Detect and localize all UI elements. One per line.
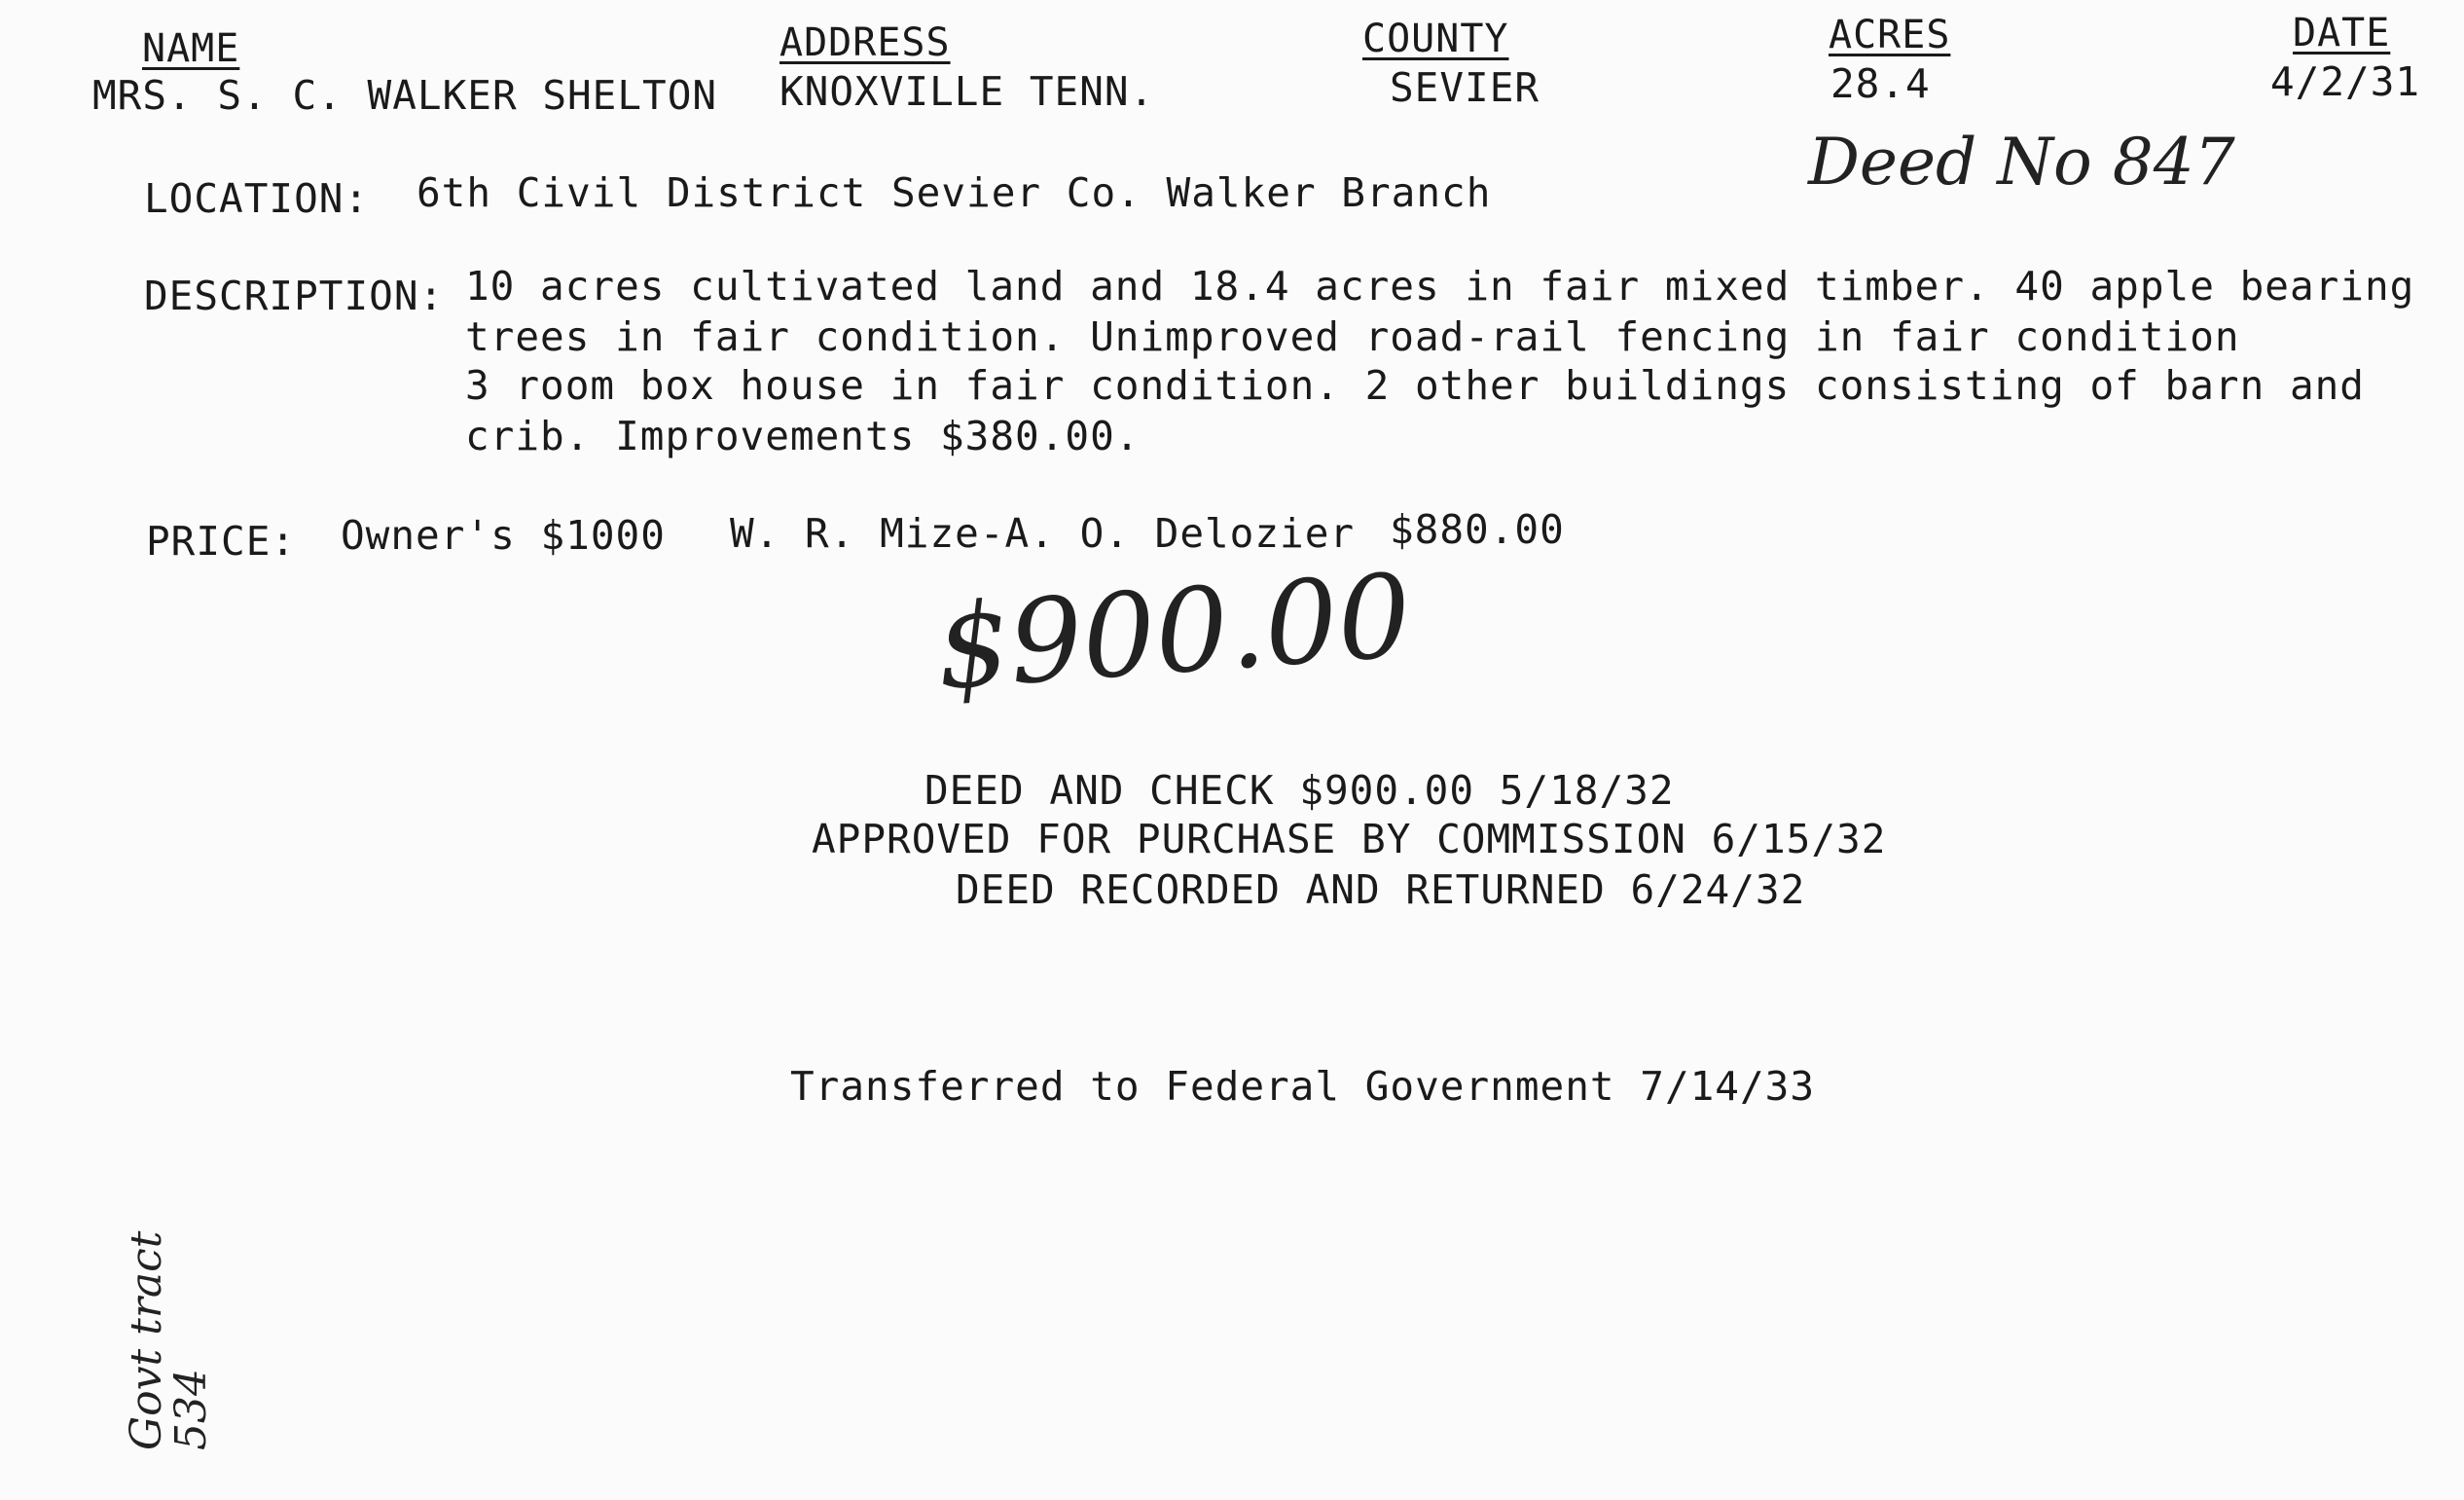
deed-number-note: Deed No 847 bbox=[1808, 125, 2235, 200]
county-value: SEVIER bbox=[1390, 64, 1540, 111]
name-header: NAME bbox=[142, 26, 240, 71]
description-line-4: crib. Improvements $380.00. bbox=[465, 413, 1141, 459]
location-label: LOCATION: bbox=[144, 175, 370, 222]
owner-name: MRS. S. C. WALKER SHELTON bbox=[92, 72, 718, 119]
acres-header: ACRES bbox=[1829, 13, 1951, 57]
owner-address: KNOXVILLE TENN. bbox=[779, 68, 1155, 115]
date-header: DATE bbox=[2293, 11, 2391, 55]
acres-value: 28.4 bbox=[1830, 60, 1931, 107]
county-header: COUNTY bbox=[1362, 17, 1509, 61]
margin-note-line-1: Govt tract bbox=[122, 1230, 171, 1450]
handwritten-price: $900.00 bbox=[931, 548, 1416, 715]
margin-tract-note bbox=[122, 1230, 217, 1450]
recording-status: DEED RECORDED AND RETURNED 6/24/32 bbox=[956, 866, 1806, 913]
address-header: ADDRESS bbox=[779, 20, 951, 65]
description-line-2: trees in fair condition. Unimproved road-rail fencing in fair condition bbox=[465, 313, 2240, 360]
price-label: PRICE: bbox=[146, 518, 297, 565]
appraisers: W. R. Mize-A. O. Delozier bbox=[730, 510, 1356, 557]
location-value: 6th Civil District Sevier Co. Walker Branch bbox=[417, 169, 1492, 216]
description-line-1: 10 acres cultivated land and 18.4 acres in fair mixed timber. 40 apple bearing bbox=[465, 263, 2415, 310]
transfer-note: Transferred to Federal Government 7/14/33 bbox=[790, 1063, 1816, 1110]
owners-price: Owner's $1000 bbox=[341, 512, 666, 559]
approval-status: APPROVED FOR PURCHASE BY COMMISSION 6/15/32 bbox=[812, 816, 1887, 862]
margin-note-line-2: 534 bbox=[166, 1369, 217, 1450]
deed-check-status: DEED AND CHECK $900.00 5/18/32 bbox=[924, 767, 1675, 814]
appraised-price: $880.00 bbox=[1390, 506, 1565, 553]
description-line-3: 3 room box house in fair condition. 2 other buildings consisting of barn and bbox=[465, 362, 2365, 409]
date-value: 4/2/31 bbox=[2270, 58, 2421, 105]
description-label: DESCRIPTION: bbox=[144, 273, 445, 319]
